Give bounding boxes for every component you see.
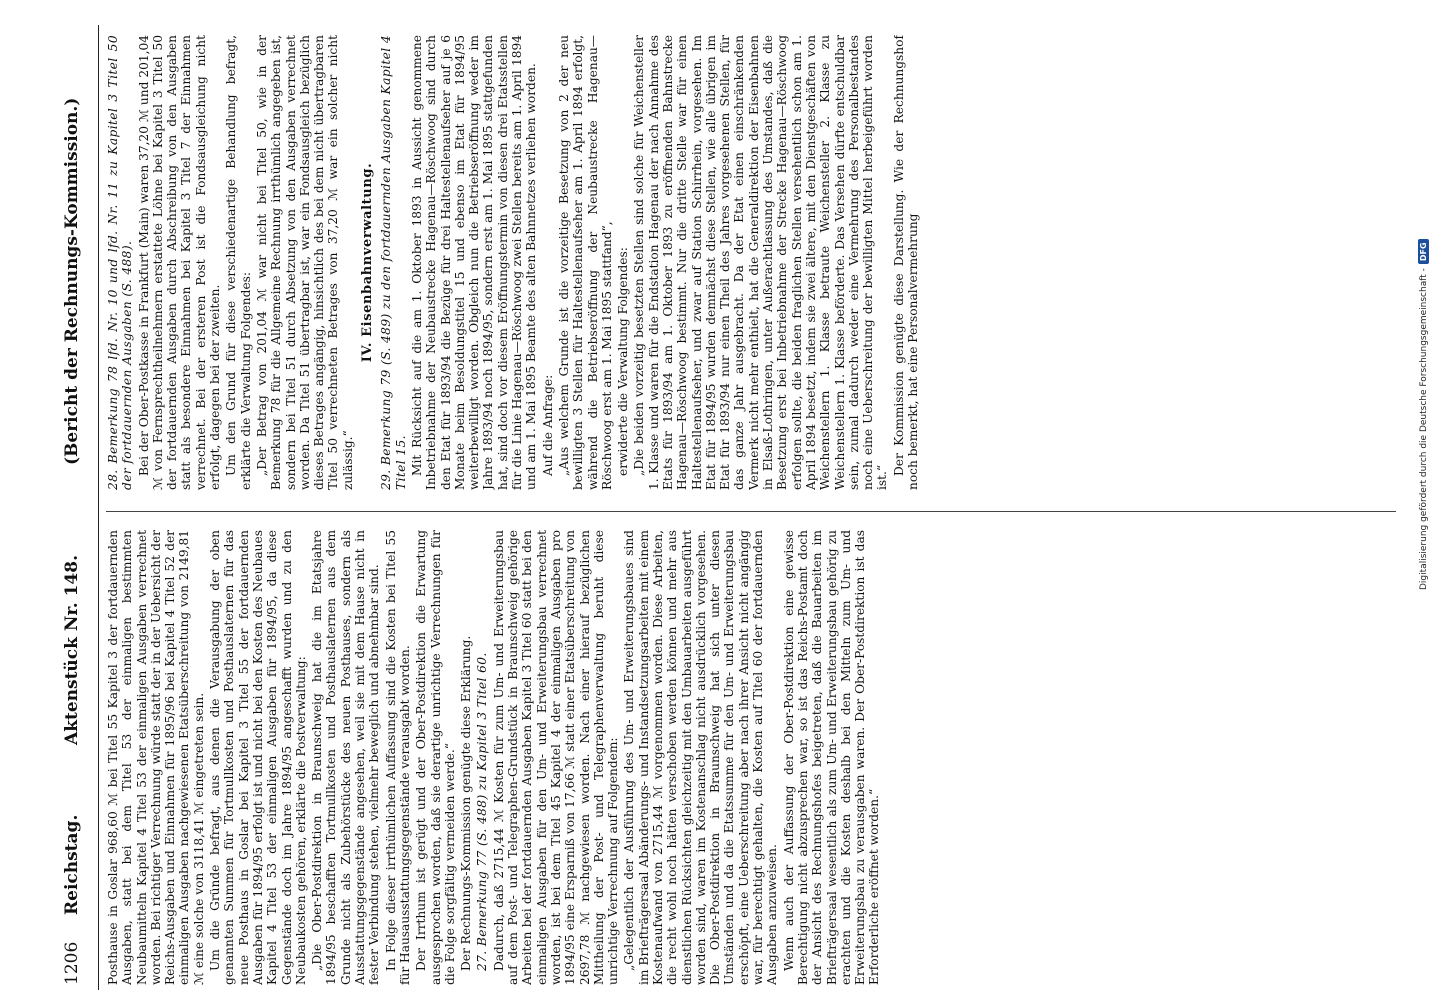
section-heading: IV. Eisenbahnverwaltung. [360,162,376,363]
digitization-credit-text: Digitalisierung gefördert durch die Deutsche Forschungsgemeinschaft - [1418,268,1429,590]
page-number: 1206 [62,941,82,985]
paragraph: „Der Betrag von 201,04 ℳ war nicht bei Titel 50, wie in der Bemerkung 78 für die Allgemeine Rechnung irrthümlich angegeben ist, sondern bei Titel 51 durch Absetzung von den Ausgaben verrechnet worden. Da Titel 51 übertragbar ist, war ein Fondsausgleich bezüglich dieses Betrages angängig, hinsichtlich des bei dem nicht übertragbaren Titel 50 verrechneten Betrages von 37,20 ℳ war ein solcher nicht zulässig.“ [254,35,355,490]
paragraph: Wenn auch der Auffassung der Ober-Postdirektion eine gewisse Berechtigung nicht abzusprechen war, so ist das Reichs-Postamt doch der Ansicht des Rechnungshofes beigetreten, daß die Bauarbeiten im Briefträgersaal wesentlich als zum Um- und Erweiterungsbau gehörig zu erachten und die Kosten deshalb bei den Mitteln zum Um- und Erweiterungsbau zu verausgaben waren. Der Ober-Postdirektion ist das Erforderliche eröffnet worden.“ [781,530,882,985]
paragraph: Auf die Anfrage: [540,374,555,476]
paragraph: „Aus welchem Grunde ist die vorzeitige Besetzung von 2 der neu bewilligten 3 Stellen für Haltestellenaufseher am 1. April 1894 erfolgt, während die Betriebseröffnung der Neubaustrecke Hagenau—Röschwoog erst am 1. Mai 1895 stattfand“, [556,35,614,490]
paragraph: Um die Gründe befragt, aus denen die Verausgabung der oben genannten Summen für Tortmullkosten und Posthauslaternen für das neue Posthaus in Goslar bei Kapitel 3 Titel 55 der fortdauernden Ausgaben für 1894/95 erfolgt ist und nicht bei den Kosten des Neubaues Kapitel 4 Titel 53 der einmaligen Ausgaben für 1894/95, da diese Gegenstände doch im Jahre 1894/95 angeschafft wurden und zu den Neubaukosten gehören, erklärte die Postverwaltung: [208,530,308,985]
item-29-heading: 29. Bemerkung 79 (S. 489) zu den fortdauernden Ausgaben Kapitel 4 Titel 15. [379,35,408,490]
paragraph: In Folge dieser irrthümlichen Auffassung sind die Kosten bei Titel 55 für Hausausstattungsgegenstände verausgabt worden. [383,530,412,985]
item-27-heading: 27. Bemerkung 77 (S. 488) zu Kapitel 3 Titel 60. [475,652,490,971]
paragraph: Posthause in Goslar 968,60 ℳ bei Titel 55 Kapitel 3 der fortdauernden Ausgaben, statt bei dem Titel 53 der einmaligen bestimmten Neubaumitteln Kapitel 4 Titel 53 der einmaligen Ausgaben verrechnet worden. Bei richtiger Verrechnung würde statt der in der Uebersicht der Reichs-Ausgaben und Einnahmen für 1895/96 bei Kapitel 4 Titel 52 der einmaligen Ausgaben nachgewiesenen Etatsüberschreitung von 2149,81 ℳ eine solche von 3118,41 ℳ eingetreten sein. [106,530,206,985]
paragraph: Der Rechnungs-Kommission genügte diese Erklärung. [459,635,474,971]
header-rule [98,25,99,990]
header-aktenstueck: Aktenstück Nr. 148. [62,554,82,745]
paragraph: Bei der Ober-Postkasse in Frankfurt (Main) waren 37,20 ℳ und 201,04 ℳ von Fernsprechtheilnehmern erstattete Löhne bei Kapitel 3 Titel 50 der fortdauernden Ausgaben durch Abschreibung von den Ausgaben statt als besondere Einnahmen bei Kapitel 3 Titel 7 der Einnahmen verrechnet. Bei der ersteren Post ist die Fondsausgleichung nicht erfolgt, dagegen bei der zweiten. [136,35,223,490]
paragraph: Der Kommission genügte diese Darstellung. Wie der Rechnungshof noch bemerkt, hat eine Personalvermehrung [891,35,921,490]
paragraph: Dadurch, daß 2715,44 ℳ Kosten für zum Um- und Erweiterungsbau auf dem Post- und Telegraphen-Grundstück in Braunschweig gehörige Arbeiten bei der fortdauernden Ausgaben Kapitel 3 Titel 60 statt bei den einmaligen Ausgaben für den Um- und Erweiterungsbau verrechnet worden, ist bei dem Titel 45 Kapitel 4 der einmaligen Ausgaben pro 1894/95 eine Ersparniß von 17,66 ℳ statt einer Etatsüberschreitung von 2697,78 ℳ nachgewiesen worden. Nach einer hierauf bezüglichen Mittheilung der Post- und Telegraphenverwaltung beruht diese unrichtige Verrechnung auf Folgendem: [491,530,621,985]
right-column [106,35,1396,490]
paragraph: „Gelegentlich der Ausführung des Um- und Erweiterungsbaues sind im Briefträgersaal Abänderungs- und Instandsetzungsarbeiten mit einem Kostenaufwand von 2715,44 ℳ vorgenommen worden. Diese Arbeiten, die recht wohl noch hätten verschoben werden können und mehr aus dienstlichen Rücksichten gleichzeitig mit den Umbauarbeiten ausgeführt worden sind, waren im Kostenanschlag nicht ausdrücklich vorgesehen. Die Ober-Postdirektion in Braunschweig hat sich unter diesen Umständen und da die Etatssumme für den Um- und Erweiterungsbau erschöpft, eine Ueberschreitung aber nach ihrer Ansicht nicht angängig war, für berechtigt gehalten, die Kosten auf Titel 60 der fortdauernden Ausgaben anzuweisen. [622,530,780,985]
dfg-logo: DFG [1418,239,1429,264]
header-reichstag: Reichstag. [62,814,82,915]
running-head [56,25,96,985]
column-divider [106,511,1396,512]
paragraph: erwiderte die Verwaltung Folgendes: [616,247,631,476]
paragraph: Mit Rücksicht auf die am 1. Oktober 1893 in Aussicht genommene Inbetriebnahme der Neubaustrecke Hagenau—Röschwoog sind durch den Etat für 1893/94 die Bezüge für drei Haltestellenaufseher auf je 6 Monate beim Besoldungstitel 15 und ebenso im Etat für 1894/95 weiterbewilligt worden. Obgleich nun die Betriebseröffnung weder im Jahre 1893/94 noch 1894/95, sondern erst am 1. Mai 1895 stattgefunden hat, sind doch vor diesem Eröffnungstermin von diesen drei Etatsstellen für die Linie Hagenau—Röschwoog zwei Stellen bereits am 1. April 1894 und am 1. Mai 1895 Beamte des alten Bahnnetzes verliehen worden. [409,35,539,490]
paragraph: Der Irrthum ist gerügt und der Ober-Postdirektion die Erwartung ausgesprochen worden, daß sie derartige unrichtige Verrechnungen für die Folge sorgfältig vermeiden werde.“ [414,530,457,985]
item-28-heading: 28. Bemerkung 78 lfd. Nr. 10 und lfd. Nr. 11 zu Kapitel 3 Titel 50 der fortdauernden Ausgaben (S. 488). [106,35,135,490]
paragraph: „Die beiden vorzeitig besetzten Stellen sind solche für Weichensteller 1. Klasse und waren für die Endstation Hagenau der nach Annahme des Etats für 1893/94 am 1. Oktober 1893 zu eröffnenden Bahnstrecke Hagenau—Röschwoog bestimmt. Nur die dritte Stelle war für einen Haltestellenaufseher, und zwar auf Station Schirrhein, vorgesehen. Im Etat für 1894/95 wurden demnächst diese Stellen, wie alle übrigen im Etat für 1893/94 nur einen Theil des Jahres vorgesehenen Stellen, für das ganze Jahr ausgebracht. Da der Etat einen einschränkenden Vermerk nicht mehr enthielt, hat die Generaldirektion der Eisenbahnen in Elsaß-Lothringen, unter Außerachtlassung des Umstandes, daß die Besetzung erst bei Inbetriebnahme der Strecke Hagenau—Röschwoog erfolgen sollte, die beiden fraglichen Stellen versehentlich schon am 1. April 1894 besetzt, indem sie zwei ältere, mit den Dienstgeschäften von Weichenstellern 1. Klasse betraute Weichensteller 2. Klasse zu Weichenstellern 1. Klasse beförderte. Das Versehen dürfte entschuldbar sein, zumal dadurch weder eine Vermehrung des Personalbestandes noch eine Ueberschreitung der bewilligten Mittel herbeigeführt worden ist.“ [632,35,890,490]
paragraph: Um den Grund für diese verschiedenartige Behandlung befragt, erklärte die Verwaltung Folgendes: [224,35,253,490]
digitization-credit [1418,239,1429,590]
rotated-document-page [50,15,1410,995]
left-column [106,530,1396,985]
header-bericht: (Bericht der Rechnungs-Kommission.) [62,97,82,465]
paragraph: „Die Ober-Postdirektion in Braunschweig hat die im Etatsjahre 1894/95 beschafften Tortmullkosten und Posthauslaternen aus dem Grunde nicht als Zubehörstücke des neuen Posthauses, sondern als Ausstattungsgegenstände angesehen, weil sie mit dem Hause nicht in fester Verbindung stehen, vielmehr beweglich und abnehmbar sind. [310,530,382,985]
